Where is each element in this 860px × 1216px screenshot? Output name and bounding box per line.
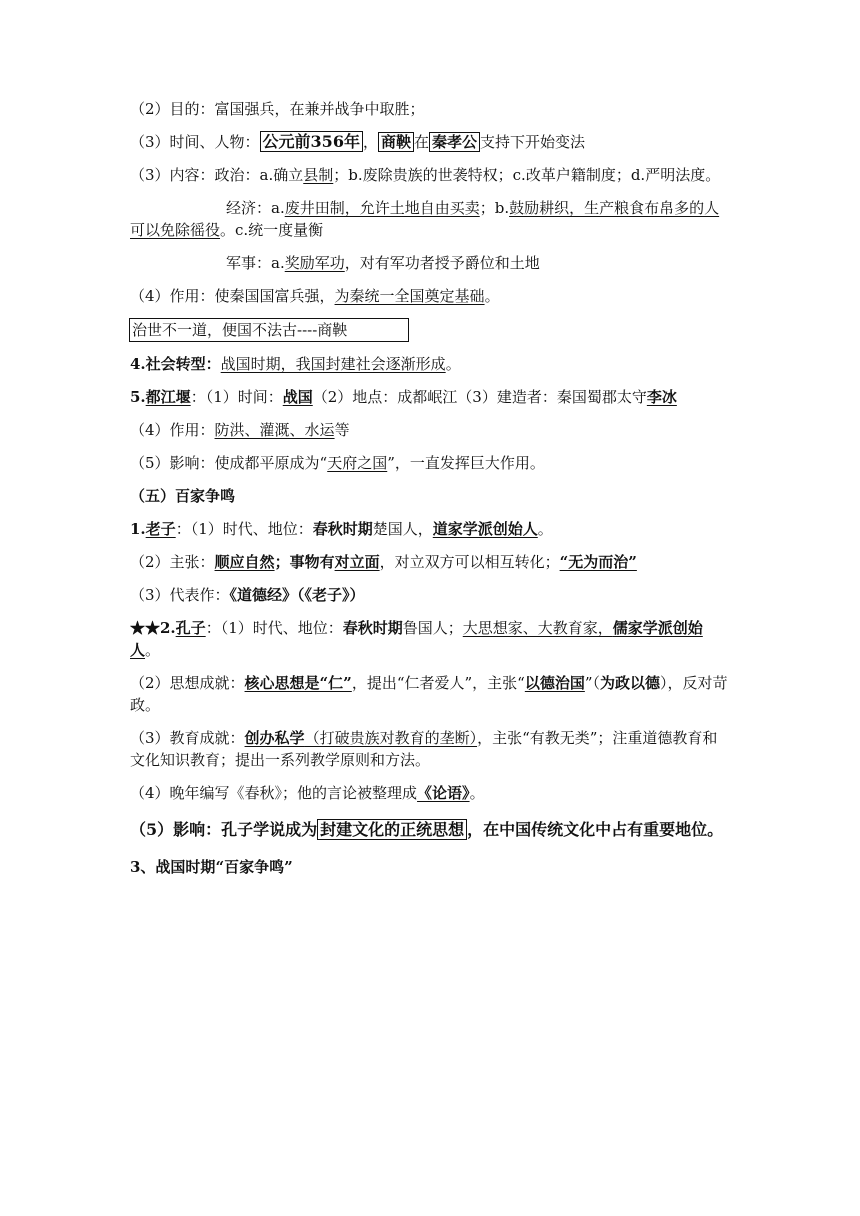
- text: ，对有军功者授予爵位和土地: [344, 254, 540, 272]
- line-laozi-ideas: [130, 551, 730, 573]
- underlined-virtue: 以德治国: [524, 674, 585, 692]
- line-content-politics: [130, 164, 730, 186]
- text: ；b.: [479, 199, 510, 217]
- underlined-feudal: 战国时期，我国封建社会逐渐形成: [220, 355, 446, 373]
- line-effect: [130, 285, 730, 307]
- section-heading-3: 3、战国时期“百家争鸣”: [130, 858, 293, 876]
- text: （2）地点：成都岷江（3）建造者：秦国蜀郡太守: [312, 388, 647, 406]
- text: ，对立双方可以相互转化；: [379, 553, 560, 571]
- underlined-tianfu: 天府之国: [327, 454, 388, 472]
- text: 。c.统一度量衡: [220, 221, 324, 239]
- text: 等: [334, 421, 350, 439]
- underlined-opposite: 对立面: [334, 553, 380, 571]
- section-heading: （五）百家争鸣: [130, 487, 236, 505]
- quote-line: [130, 318, 730, 342]
- text: （3）代表作：: [130, 586, 230, 604]
- text: ”（: [584, 674, 601, 692]
- line-confucius: [130, 617, 730, 661]
- boxed-shangyang: 商鞅: [378, 132, 414, 152]
- line-content-military: [130, 252, 730, 274]
- text: （2）目的：富国强兵，在兼并战争中取胜；: [130, 100, 425, 118]
- document-page: [130, 98, 730, 889]
- text: ：（1）时代、地位：: [205, 619, 343, 637]
- text: 。: [145, 641, 161, 659]
- underlined-analects: 《论语》: [417, 784, 470, 802]
- book-title: 《道德经》（《老子》）: [229, 586, 365, 604]
- text: ，: [362, 133, 378, 151]
- line-confucius-later: [130, 782, 730, 804]
- text: （2）主张：: [130, 553, 215, 571]
- line-time-person: [130, 131, 730, 153]
- confucius-name: 孔子: [175, 619, 206, 637]
- text: ：（1）时间：: [190, 388, 283, 406]
- underlined-warring: 战国: [282, 388, 313, 406]
- text: 。: [484, 287, 500, 305]
- text: （2）思想成就：: [130, 674, 245, 692]
- text: （3）时间、人物：: [130, 133, 260, 151]
- text: ），反对苛政。: [130, 674, 728, 714]
- text: ：（1）时代、地位：: [175, 520, 313, 538]
- line-dujiangyan-use: [130, 419, 730, 441]
- line-social-transition: [130, 353, 730, 375]
- underlined-great: 大思想家、大教育家，: [462, 619, 613, 637]
- bold-era: 春秋时期: [342, 619, 403, 637]
- text: 楚国人，: [372, 520, 433, 538]
- text: （4）晚年编写《春秋》；他的言论被整理成: [130, 784, 418, 802]
- line-confucius-thought: [130, 672, 730, 716]
- dujiangyan-name: 都江堰: [145, 388, 191, 406]
- underlined-monopoly: （打破贵族对教育的垄断）: [304, 729, 478, 747]
- line-dujiangyan: [130, 386, 730, 408]
- underlined-farming: 鼓励耕织，生产粮食布帛多的人可以免除徭役: [130, 199, 720, 239]
- underlined-ren: 核心思想是“仁”: [244, 674, 352, 692]
- text: （3）内容：政治：a.确立: [130, 166, 304, 184]
- line-laozi: [130, 518, 730, 540]
- quote-box: 治世不一道，便国不法古----商鞅: [129, 318, 409, 342]
- underlined-county: 县制: [303, 166, 334, 184]
- boxed-qinxiaogong: 秦孝公: [429, 132, 480, 152]
- text: （5）影响：使成都平原成为“: [130, 454, 328, 472]
- text: ，主张“有教无类”；注重道德教育和文化知识教育；提出一系列教学原则和方法。: [130, 729, 718, 769]
- line-laozi-work: [130, 584, 730, 606]
- text: 在: [413, 133, 429, 151]
- text: ，在中国传统文化中占有重要地位。: [467, 820, 724, 839]
- text: （3）教育成就：: [130, 729, 245, 747]
- underlined-libing: 李冰: [646, 388, 677, 406]
- line-confucius-impact: [130, 815, 730, 845]
- underlined-foundation: 为秦统一全国奠定基础: [334, 287, 485, 305]
- underlined-taoist: 道家学派创始人: [432, 520, 538, 538]
- text: （4）作用：: [130, 421, 215, 439]
- text: 。: [469, 784, 485, 802]
- underlined-wuwei: “无为而治”: [559, 553, 637, 571]
- boxed-orthodox: 封建文化的正统思想: [317, 819, 467, 840]
- text: ”，一直发挥巨大作用。: [387, 454, 545, 472]
- text: 。: [445, 355, 461, 373]
- text: 鲁国人；: [402, 619, 463, 637]
- underlined-land: 废井田制，允许土地自由买卖: [284, 199, 480, 217]
- heading-text: 1.: [130, 520, 146, 538]
- line-dujiangyan-impact: [130, 452, 730, 474]
- underlined-nature: 顺应自然: [214, 553, 275, 571]
- line-content-economy: [130, 197, 730, 241]
- heading-text: 4.社会转型：: [130, 355, 221, 373]
- text: ；b.废除贵族的世袭特权；c.改革户籍制度；d.严明法度。: [333, 166, 721, 184]
- boxed-year: 公元前356年: [260, 131, 363, 152]
- laozi-name: 老子: [145, 520, 176, 538]
- text: （4）作用：使秦国国富兵强，: [130, 287, 335, 305]
- underlined-uses: 防洪、灌溉、水运: [214, 421, 335, 439]
- underlined-confucian: 儒家学派创始人: [130, 619, 703, 659]
- text: （5）影响：孔子学说成为: [130, 820, 318, 839]
- line-confucius-education: [130, 727, 730, 771]
- underlined-private-school: 创办私学: [244, 729, 305, 747]
- underlined-merit: 奖励军功: [284, 254, 345, 272]
- text: 支持下开始变法: [480, 133, 586, 151]
- bold-era: 春秋时期: [312, 520, 373, 538]
- text: ，提出“仁者爱人”，主张“: [351, 674, 525, 692]
- line-purpose: [130, 98, 730, 120]
- heading-text: ★★2.: [130, 619, 176, 637]
- text: ；事物有: [274, 553, 335, 571]
- text: 经济：a.: [226, 199, 285, 217]
- heading-text: 5.: [130, 388, 146, 406]
- bold-gov: 为政以德: [600, 674, 661, 692]
- text: 军事：a.: [226, 254, 285, 272]
- text: 。: [537, 520, 553, 538]
